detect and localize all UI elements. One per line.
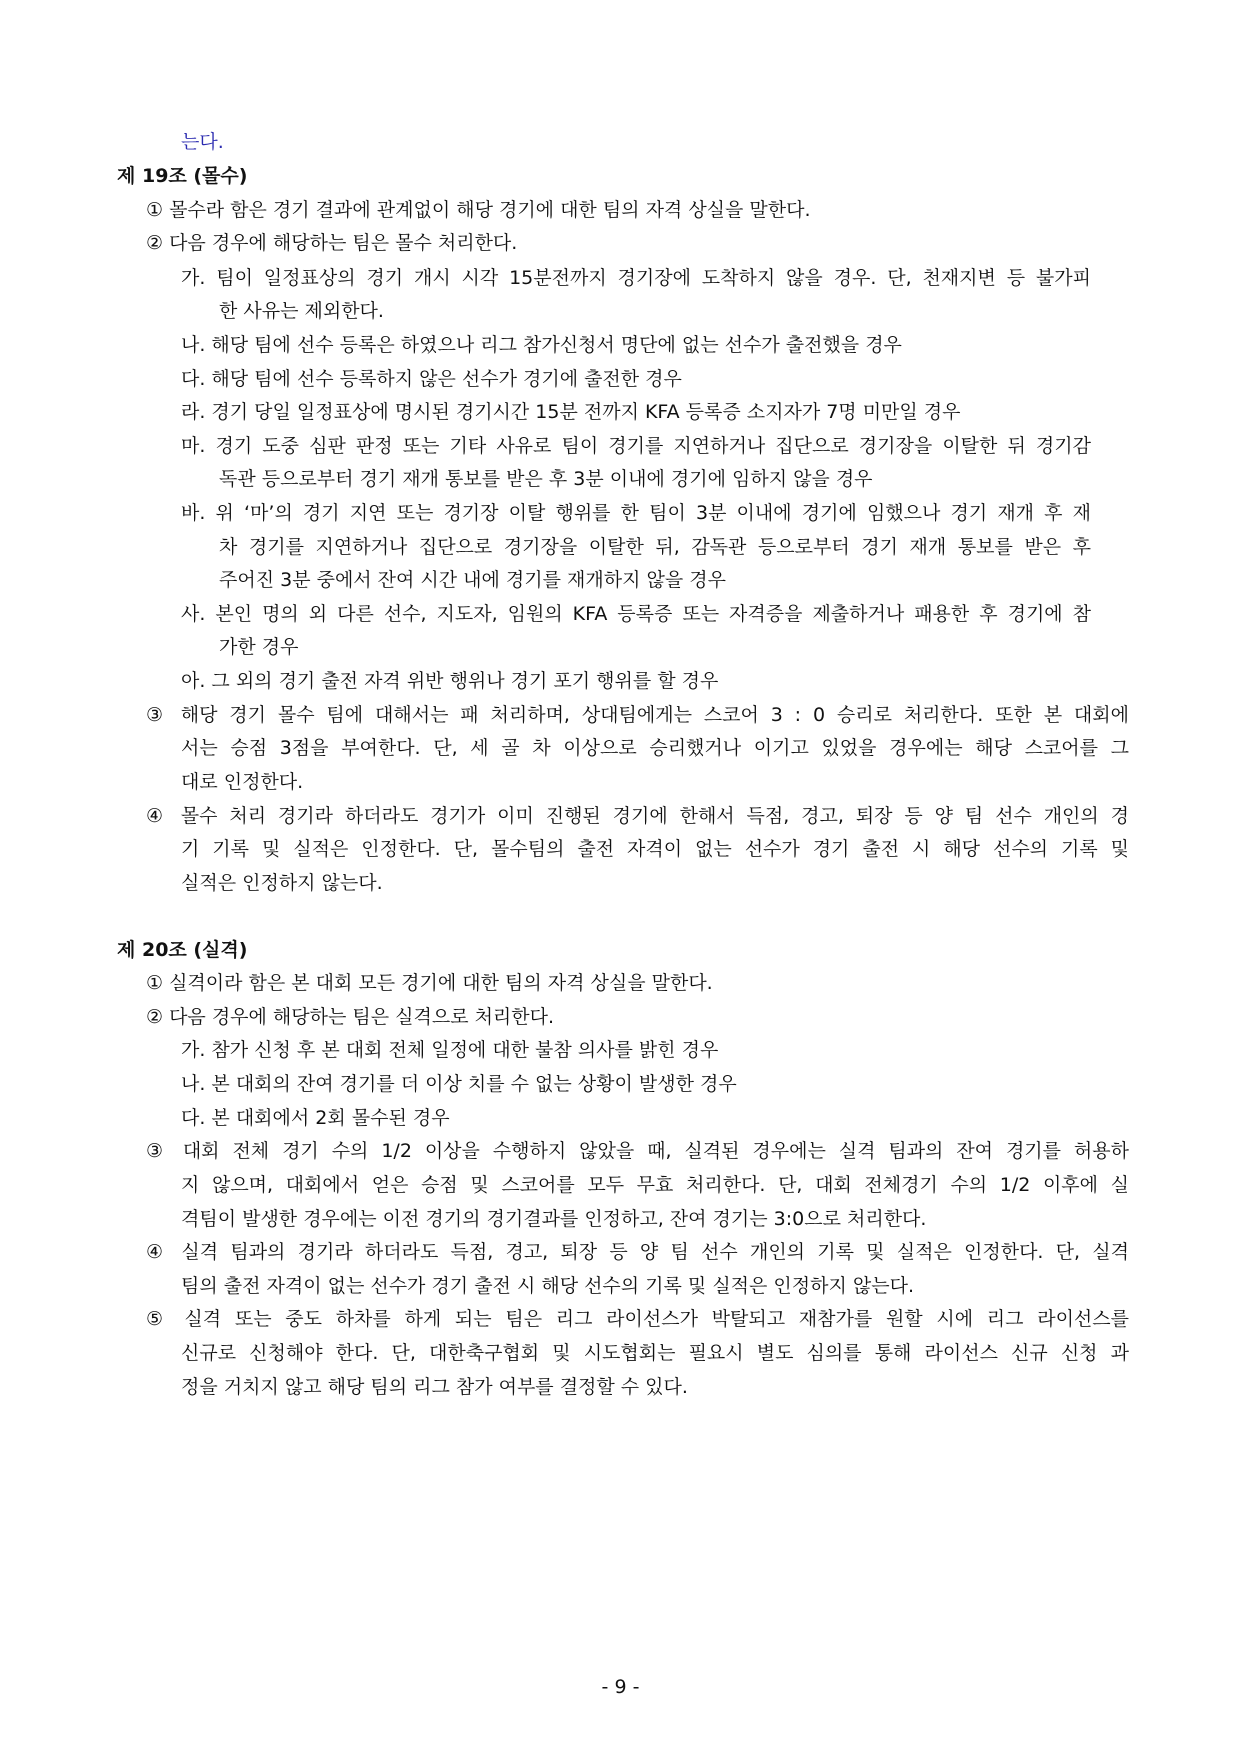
art19-item-ba-line1: 바. 위 ‘마’의 경기 지연 또는 경기장 이탈 행위를 한 팀이 3분 이내에 경기에 임했으나 경기 재개 후 재 bbox=[181, 502, 1091, 524]
art19-clause-3-line1: ③ 해당 경기 몰수 팀에 대해서는 패 처리하며, 상대팀에게는 스코어 3 : 0 승리로 처리한다. 또한 본 대회에 bbox=[146, 704, 1129, 726]
art19-item-ba-line3: 주어진 3분 중에서 잔여 시간 내에 경기를 재개하지 않을 경우 bbox=[219, 569, 726, 591]
art20-clause-3-line2: 지 않으며, 대회에서 얻은 승점 및 스코어를 모두 무효 처리한다. 단, 대회 전체경기 수의 1/2 이후에 실 bbox=[181, 1174, 1129, 1196]
continuation-text: 는다. bbox=[181, 131, 224, 153]
art20-clause-1: ① 실격이라 함은 본 대회 모든 경기에 대한 팀의 자격 상실을 말한다. bbox=[146, 972, 713, 994]
art19-clause-1: ① 몰수라 함은 경기 결과에 관계없이 해당 경기에 대한 팀의 자격 상실을 말한다. bbox=[146, 199, 811, 221]
art19-item-na: 나. 해당 팀에 선수 등록은 하였으나 리그 참가신청서 명단에 없는 선수가 출전했을 경우 bbox=[181, 334, 902, 356]
art19-item-a: 아. 그 외의 경기 출전 자격 위반 행위나 경기 포기 행위를 할 경우 bbox=[181, 670, 719, 692]
art19-item-ma-line2: 독관 등으로부터 경기 재개 통보를 받은 후 3분 이내에 경기에 임하지 않을 경우 bbox=[219, 468, 873, 490]
art20-clause-4-line2: 팀의 출전 자격이 없는 선수가 경기 출전 시 해당 선수의 기록 및 실적은 인정하지 않는다. bbox=[181, 1275, 914, 1297]
art20-clause-5-line1: ⑤ 실격 또는 중도 하차를 하게 되는 팀은 리그 라이선스가 박탈되고 재참가를 원할 시에 리그 라이선스를 bbox=[146, 1308, 1129, 1330]
art19-item-da: 다. 해당 팀에 선수 등록하지 않은 선수가 경기에 출전한 경우 bbox=[181, 368, 682, 390]
art19-item-sa-line1: 사. 본인 명의 외 다른 선수, 지도자, 임원의 KFA 등록증 또는 자격증을 제출하거나 패용한 후 경기에 참 bbox=[181, 603, 1091, 625]
art20-clause-5-line2: 신규로 신청해야 한다. 단, 대한축구협회 및 시도협회는 필요시 별도 심의를 통해 라이선스 신규 신청 과 bbox=[181, 1342, 1129, 1364]
art19-clause-3-line3: 대로 인정한다. bbox=[181, 771, 304, 793]
art19-clause-2: ② 다음 경우에 해당하는 팀은 몰수 처리한다. bbox=[146, 232, 518, 254]
art19-clause-4-line1: ④ 몰수 처리 경기라 하더라도 경기가 이미 진행된 경기에 한해서 득점, 경고, 퇴장 등 양 팀 선수 개인의 경 bbox=[146, 805, 1129, 827]
art19-item-ma-line1: 마. 경기 도중 심판 판정 또는 기타 사유로 팀이 경기를 지연하거나 집단으로 경기장을 이탈한 뒤 경기감 bbox=[181, 435, 1091, 457]
art20-item-da: 다. 본 대회에서 2회 몰수된 경우 bbox=[181, 1107, 450, 1129]
art19-item-ra: 라. 경기 당일 일정표상에 명시된 경기시간 15분 전까지 KFA 등록증 소지자가 7명 미만일 경우 bbox=[181, 401, 961, 423]
art20-clause-3-line3: 격팀이 발생한 경우에는 이전 경기의 경기결과를 인정하고, 잔여 경기는 3:0으로 처리한다. bbox=[181, 1208, 927, 1230]
art19-item-ba-line2: 차 경기를 지연하거나 집단으로 경기장을 이탈한 뒤, 감독관 등으로부터 경기 재개 통보를 받은 후 bbox=[219, 536, 1091, 558]
art20-item-ga: 가. 참가 신청 후 본 대회 전체 일정에 대한 불참 의사를 밝힌 경우 bbox=[181, 1039, 719, 1061]
art20-clause-4-line1: ④ 실격 팀과의 경기라 하더라도 득점, 경고, 퇴장 등 양 팀 선수 개인의 기록 및 실적은 인정한다. 단, 실격 bbox=[146, 1241, 1129, 1263]
art19-clause-3-line2: 서는 승점 3점을 부여한다. 단, 세 골 차 이상으로 승리했거나 이기고 있었을 경우에는 해당 스코어를 그 bbox=[181, 737, 1129, 759]
article-20-heading: 제 20조 (실격) bbox=[117, 939, 248, 961]
art20-clause-5-line3: 정을 거치지 않고 해당 팀의 리그 참가 여부를 결정할 수 있다. bbox=[181, 1376, 688, 1398]
art19-item-ga-line2: 한 사유는 제외한다. bbox=[219, 300, 384, 322]
art19-item-ga-line1: 가. 팀이 일정표상의 경기 개시 시각 15분전까지 경기장에 도착하지 않을 경우. 단, 천재지변 등 불가피 bbox=[181, 267, 1091, 289]
article-19-heading: 제 19조 (몰수) bbox=[117, 165, 248, 187]
art19-clause-4-line2: 기 기록 및 실적은 인정한다. 단, 몰수팀의 출전 자격이 없는 선수가 경기 출전 시 해당 선수의 기록 및 bbox=[181, 838, 1129, 860]
art20-clause-3-line1: ③ 대회 전체 경기 수의 1/2 이상을 수행하지 않았을 때, 실격된 경우에는 실격 팀과의 잔여 경기를 허용하 bbox=[146, 1140, 1129, 1162]
art19-item-sa-line2: 가한 경우 bbox=[219, 636, 299, 658]
art20-item-na: 나. 본 대회의 잔여 경기를 더 이상 치를 수 없는 상황이 발생한 경우 bbox=[181, 1073, 737, 1095]
page-number: - 9 - bbox=[601, 1676, 640, 1698]
art19-clause-4-line3: 실적은 인정하지 않는다. bbox=[181, 872, 383, 894]
art20-clause-2: ② 다음 경우에 해당하는 팀은 실격으로 처리한다. bbox=[146, 1006, 555, 1028]
